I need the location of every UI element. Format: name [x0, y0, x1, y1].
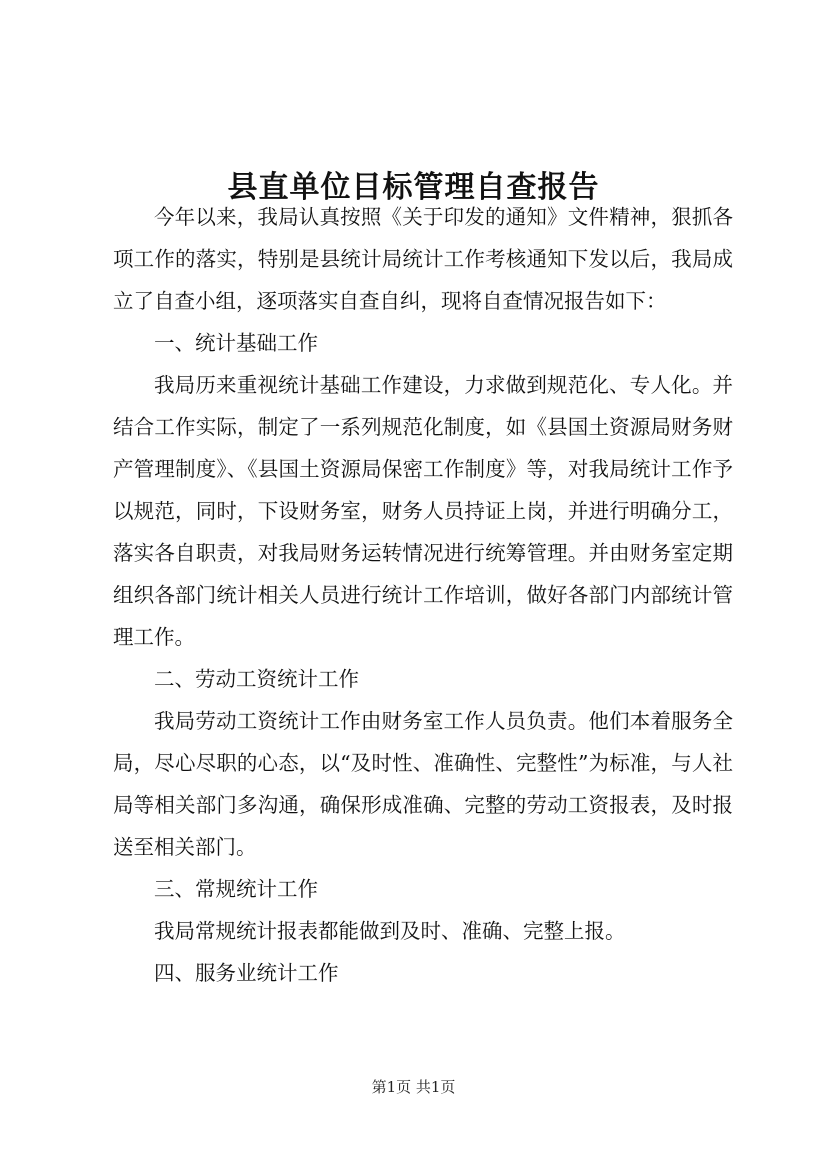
section-3-paragraph: 我局常规统计报表都能做到及时、准确、完整上报。 — [154, 919, 626, 943]
section-heading-1: 一、统计基础工作 — [154, 331, 318, 355]
section-heading-3: 三、常规统计工作 — [154, 877, 318, 901]
document-title: 县直单位目标管理自查报告 — [227, 170, 600, 206]
section-1-paragraph: 我局历来重视统计基础工作建设，力求做到规范化、专人化。并结合工作实际，制定了一系列规范化制度，如《县国土资源局财务财产管理制度》、《县国土资源局保密工作制度》等，对我局统计工作予以规范，同时，下设财务室，财务人员持证上岗，并进行明确分工，落实各自职责，对我局财务运转情况进行统筹管理。并由财务室定期组织各部门统计相关人员进行统计工作培训，做好各部门内部统计管理工作。 — [113, 373, 733, 649]
page-footer: 第1页 共1页 — [371, 1078, 456, 1096]
document-body — [113, 196, 733, 994]
section-heading-2: 二、劳动工资统计工作 — [154, 667, 359, 691]
intro-paragraph: 今年以来，我局认真按照《关于印发的通知》文件精神，狠抓各项工作的落实，特别是县统计局统计工作考核通知下发以后，我局成立了自查小组，逐项落实自查自纠，现将自查情况报告如下： — [113, 205, 733, 313]
section-2-paragraph: 我局劳动工资统计工作由财务室工作人员负责。他们本着服务全局，尽心尽职的心态，以“及时性、准确性、完整性”为标准，与人社局等相关部门多沟通，确保形成准确、完整的劳动工资报表，及时报送至相关部门。 — [113, 709, 733, 859]
section-heading-4: 四、服务业统计工作 — [154, 961, 339, 985]
